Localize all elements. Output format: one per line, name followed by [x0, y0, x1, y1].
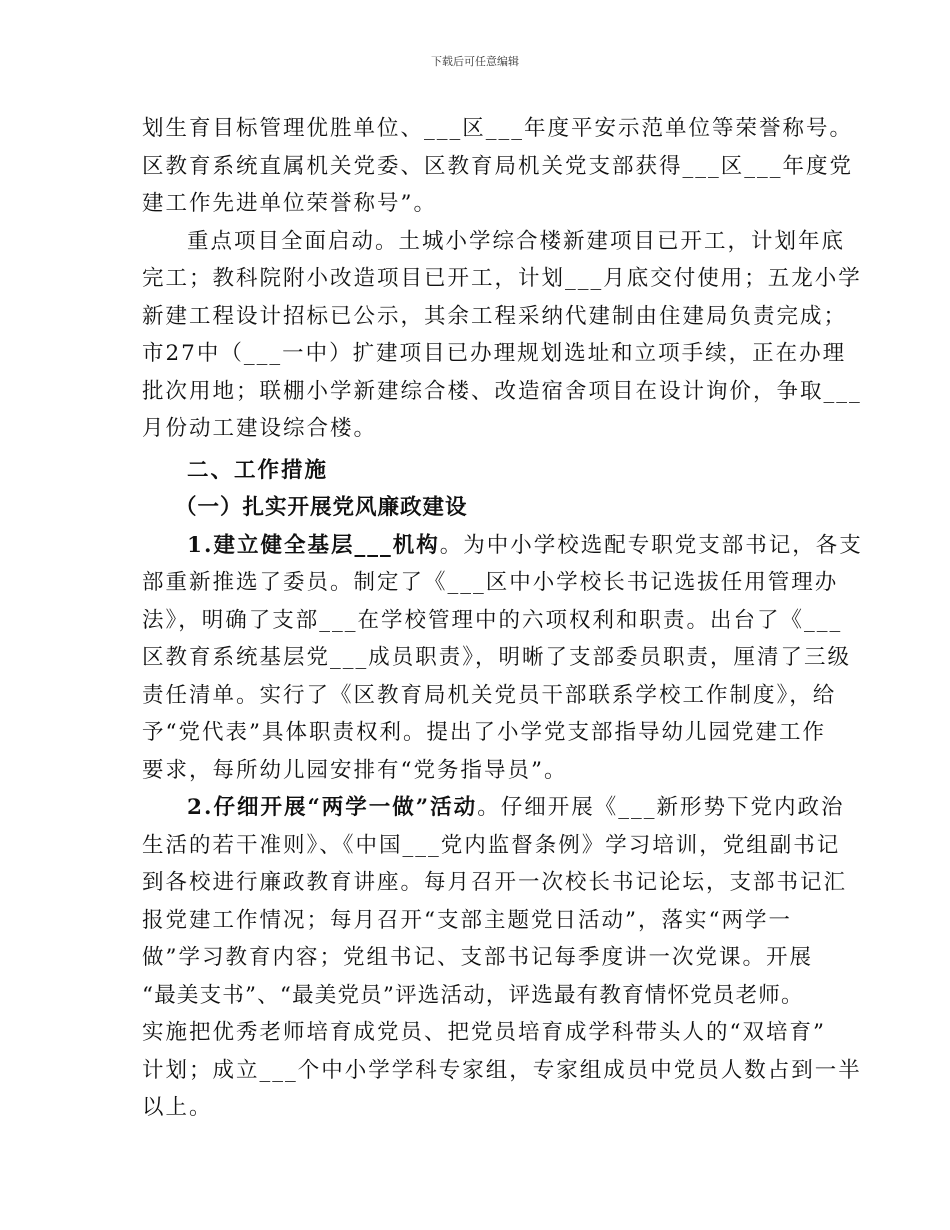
paragraph-line: 做”学习教育内容；党组书记、支部书记每季度讲一次党课。开展 — [142, 945, 813, 970]
paragraph-line: 区教育系统基层党___成员职责》，明晰了支部委员职责，厘清了三级 — [142, 645, 852, 670]
sub-heading: （一）扎实开展党风廉政建设 — [175, 495, 468, 520]
paragraph-line: 到各校进行廉政教育讲座。每月召开一次校长书记论坛，支部书记汇 — [142, 870, 848, 895]
paragraph-line: 要求，每所幼儿园安排有“党务指导员”。 — [142, 757, 568, 783]
document-body — [142, 110, 863, 1127]
paragraph-line: 区教育系统直属机关党委、区教育局机关党支部获得___区___年度党 — [142, 153, 854, 179]
paragraph-line: 划生育目标管理优胜单位、___区___年度平安示范单位等荣誉称号。 — [142, 116, 854, 141]
paragraph-line: 法》，明确了支部___在学校管理中的六项权利和职责。出台了《___ — [142, 607, 843, 633]
paragraph-line: 以上。 — [142, 1095, 213, 1120]
paragraph-line: 重点项目全面启动。土城小学综合楼新建项目已开工，计划年底 — [187, 228, 846, 254]
item-2-lead: 2.仔细开展“两学一做”活动 — [187, 795, 478, 820]
paragraph-line: 计划；成立___个中小学学科专家组，专家组成员中党员人数占到一半 — [142, 1057, 862, 1083]
item-1-lead: 1.建立健全基层___机构 — [187, 532, 440, 558]
paragraph-line: 市27中（___一中）扩建项目已办理规划选址和立项手续，正在办理 — [142, 341, 847, 366]
paragraph-line: 月份动工建设综合楼。 — [142, 416, 378, 441]
paragraph-line: 批次用地；联棚小学新建综合楼、改造宿舍项目在设计询价，争取___ — [142, 378, 862, 404]
paragraph-line: 实施把优秀老师培育成党员、把党员培育成学科带头人的“双培育” — [142, 1020, 826, 1045]
paragraph-line: 予“党代表”具体职责权利。提出了小学党支部指导幼儿园党建工作 — [142, 720, 826, 745]
paragraph-line: 生活的若干准则》、《中国___党内监督条例》学习培训，党组副书记 — [142, 832, 841, 858]
paragraph-line: “最美支书”、“最美党员”评选活动，评选最有教育情怀党员老师。 — [142, 982, 804, 1008]
item-2-first-line — [142, 789, 845, 827]
paragraph-line: 新建工程设计招标已公示，其余工程采纳代建制由住建局负责完成； — [142, 303, 848, 329]
paragraph-line: 完工；教科院附小改造项目已开工，计划___月底交付使用；五龙小学 — [142, 266, 862, 291]
paragraph-line: 部重新推选了委员。制定了《___区中小学校长书记选拔任用管理办 — [142, 570, 839, 595]
item-1-text: 。为中小学校选配专职党支部书记，各支 — [439, 532, 863, 558]
page-header: 下载后可任意编辑 — [431, 55, 519, 68]
section-heading: 二、工作措施 — [187, 457, 329, 483]
paragraph-line: 报党建工作情况；每月召开“支部主题党日活动”，落实“两学一 — [142, 907, 792, 933]
paragraph-line: 责任清单。实行了《区教育局机关党员干部联系学校工作制度》，给 — [142, 682, 837, 708]
item-2-text: 。仔细开展《___新形势下党内政治 — [477, 795, 845, 820]
paragraph-line: 建工作先进单位荣誉称号”。 — [142, 191, 437, 216]
item-1-first-line — [142, 527, 863, 565]
